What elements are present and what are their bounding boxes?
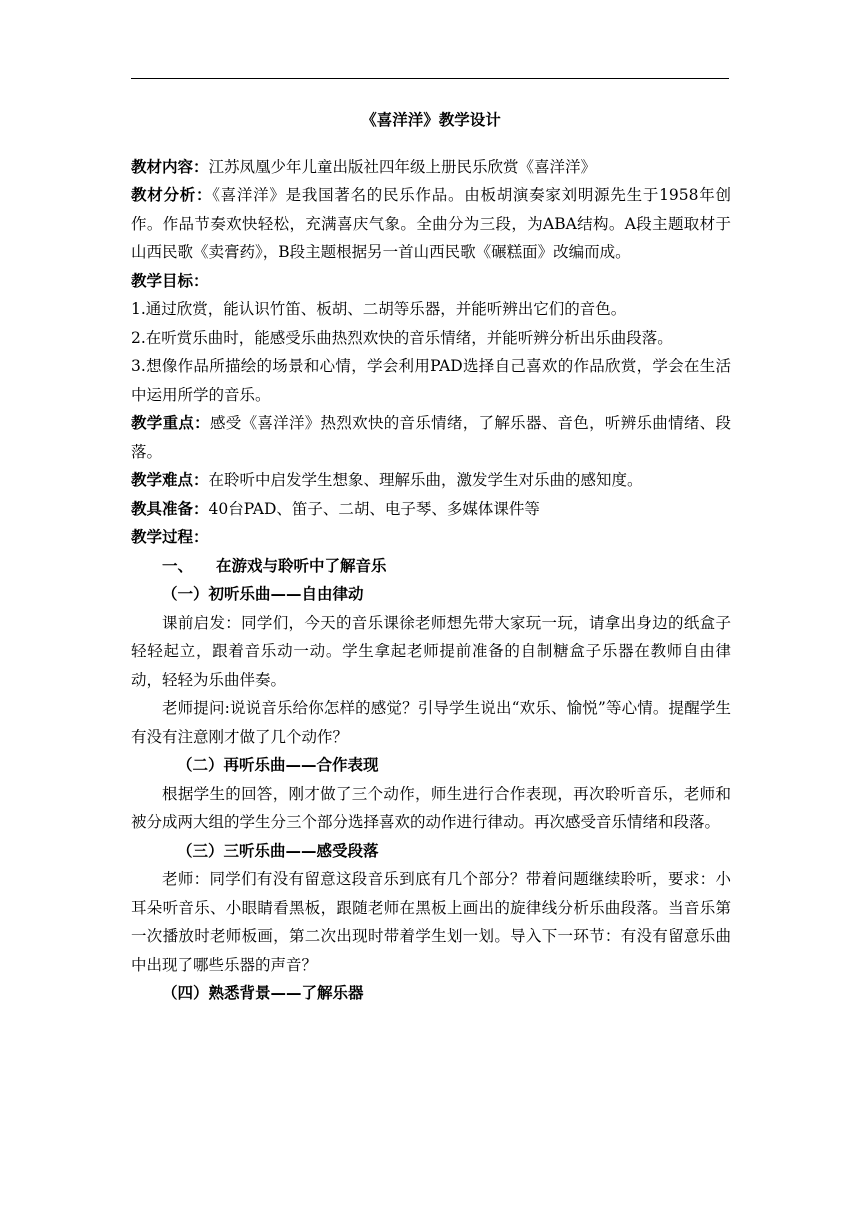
goal-item: 1.通过欣赏，能认识竹笛、板胡、二胡等乐器，并能听辨出它们的音色。 [131, 300, 627, 318]
part3-paragraph: 老师：同学们有没有留意这段音乐到底有几个部分？带着问题继续聆听，要求：小耳朵听音乐、小眼睛看黑板，跟随老师在黑板上画出的旋律线分析乐曲段落。当音乐第一次播放时老师板画，第二次出现时带着学生划一划。导入下一环节：有没有留意乐曲中出现了哪些乐器的声音？ [131, 870, 731, 974]
key-points-text: 感受《喜洋洋》热烈欢快的音乐情绪，了解乐器、音色，听辨乐曲情绪、段落。 [131, 414, 731, 461]
material-content-paragraph [131, 153, 731, 182]
goals-label: 教学目标： [131, 271, 209, 290]
difficulties-paragraph [131, 466, 731, 495]
part2-heading: （二）再听乐曲——合作表现 [177, 756, 379, 774]
goal-item: 3.想像作品所描绘的场景和心情，学会利用PAD选择自己喜欢的作品欣赏，学会在生活中运用所学的音乐。 [131, 357, 731, 404]
section-heading-text: 在游戏与聆听中了解音乐 [216, 556, 387, 575]
material-analysis-paragraph [131, 181, 731, 267]
document-body [131, 106, 731, 1008]
tools-label: 教具准备： [131, 499, 209, 518]
material-analysis-label: 教材分析： [131, 186, 213, 204]
material-content-label: 教材内容： [131, 157, 209, 176]
part3-heading: （三）三听乐曲——感受段落 [177, 841, 379, 860]
difficulties-label: 教学难点： [131, 471, 209, 489]
process-label: 教学过程： [131, 528, 209, 546]
header-rule [131, 78, 729, 79]
part2-paragraph: 根据学生的回答，刚才做了三个动作，师生进行合作表现，再次聆听音乐，老师和被分成两大组的学生分三个部分选择喜欢的动作进行律动。再次感受音乐情绪和段落。 [131, 784, 731, 831]
tools-text: 40台PAD、笛子、二胡、电子琴、多媒体课件等 [208, 499, 540, 518]
material-analysis-text: 《喜洋洋》是我国著名的民乐作品。由板胡演奏家刘明源先生于1958年创作。作品节奏欢快轻松，充满喜庆气象。全曲分为三段，为ABA结构。A段主题取材于山西民歌《卖膏药》，B段主题根据另一首山西民歌《碾糕面》改编而成。 [131, 186, 731, 261]
goal-item: 2.在听赏乐曲时，能感受乐曲热烈欢快的音乐情绪，并能听辨分析出乐曲段落。 [131, 328, 673, 347]
section-number: 一、 [162, 556, 194, 575]
document-title: 《喜洋洋》教学设计 [361, 110, 501, 129]
difficulties-text: 在聆听中启发学生想象、理解乐曲，激发学生对乐曲的感知度。 [208, 471, 643, 489]
tools-paragraph [131, 495, 731, 524]
part1-paragraph: 老师提问:说说音乐给你怎样的感觉？引导学生说出“欢乐、愉悦”等心情。提醒学生有没有注意刚才做了几个动作？ [131, 699, 731, 746]
key-points-label: 教学重点： [131, 414, 210, 432]
part1-heading: （一）初听乐曲——自由律动 [162, 585, 364, 603]
part4-heading: （四）熟悉背景——了解乐器 [162, 984, 364, 1002]
section-heading [131, 552, 731, 581]
material-content-text: 江苏凤凰少年儿童出版社四年级上册民乐欣赏《喜洋洋》 [208, 157, 597, 176]
key-points-paragraph [131, 409, 731, 466]
part1-paragraph: 课前启发：同学们，今天的音乐课徐老师想先带大家玩一玩，请拿出身边的纸盒子轻轻起立，跟着音乐动一动。学生拿起老师提前准备的自制糖盒子乐器在教师自由律动，轻轻为乐曲伴奏。 [131, 613, 731, 689]
